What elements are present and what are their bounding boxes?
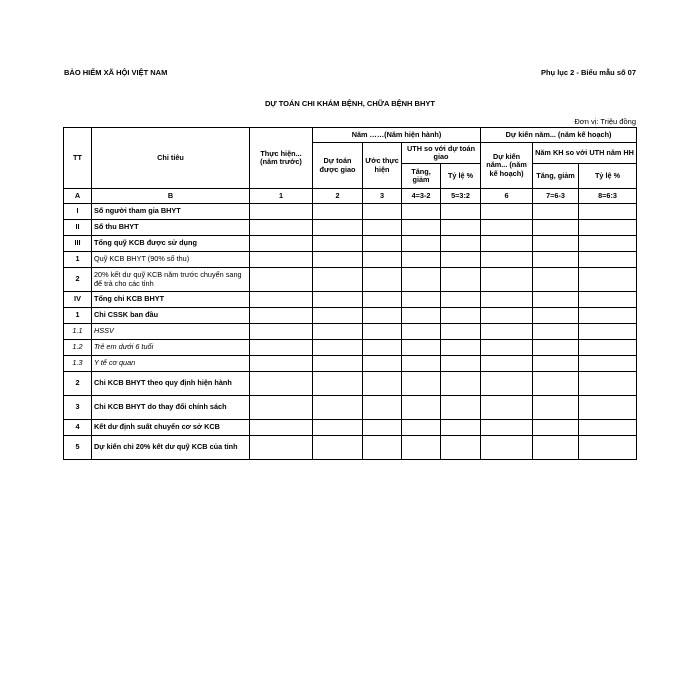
row-number: IV: [64, 292, 92, 308]
table-row: [64, 292, 637, 308]
row-number: 1: [64, 308, 92, 324]
row-label: Tổng quỹ KCB được sử dụng: [92, 236, 250, 252]
col-group-nam-hien-hanh: Năm ……(Năm hiện hành): [313, 128, 481, 143]
row-label: Dự kiến chi 20% kết dư quỹ KCB của tỉnh: [92, 436, 250, 460]
col-group-du-kien: Dự kiến năm... (năm kế hoạch): [481, 128, 637, 143]
row-number: 1.2: [64, 340, 92, 356]
row-number: III: [64, 236, 92, 252]
row-label: Số người tham gia BHYT: [92, 204, 250, 220]
row-label: Chi CSSK ban đầu: [92, 308, 250, 324]
table-row: [64, 308, 637, 324]
row-label: Chi KCB BHYT do thay đổi chính sách: [92, 396, 250, 420]
row-number: 3: [64, 396, 92, 420]
col-thuc-hien: Thực hiện... (năm trước): [250, 128, 313, 189]
table-row: [64, 220, 637, 236]
index-cell: A: [64, 189, 92, 204]
appendix-label: Phụ lục 2 - Biểu mẫu số 07: [540, 68, 636, 77]
table-row: [64, 436, 637, 460]
index-cell: 5=3:2: [441, 189, 481, 204]
col-tang-giam-2: Tăng, giảm: [533, 164, 579, 189]
table-row: [64, 252, 637, 268]
table-row: [64, 372, 637, 396]
index-row: [64, 189, 637, 204]
col-du-kien-nam: Dự kiến năm... (năm kế hoạch): [481, 143, 533, 189]
col-tang-giam-1: Tăng, giảm: [402, 164, 441, 189]
row-number: 1.3: [64, 356, 92, 372]
table-row: [64, 268, 637, 292]
col-chi-tieu: Chỉ tiêu: [92, 128, 250, 189]
row-number: I: [64, 204, 92, 220]
row-label: Tổng chi KCB BHYT: [92, 292, 250, 308]
row-label: HSSV: [92, 324, 250, 340]
index-cell: 8=6:3: [579, 189, 637, 204]
organization-name: BẢO HIỂM XÃ HỘI VIỆT NAM: [64, 68, 168, 77]
row-label: Y tế cơ quan: [92, 356, 250, 372]
table-row: [64, 236, 637, 252]
row-label: Chi KCB BHYT theo quy định hiện hành: [92, 372, 250, 396]
index-cell: 7=6-3: [533, 189, 579, 204]
row-number: II: [64, 220, 92, 236]
unit-label: Đơn vị: Triệu đồng: [574, 117, 636, 126]
col-uoc-thuc-hien: Ước thực hiện: [363, 143, 402, 189]
index-cell: 1: [250, 189, 313, 204]
budget-table: [63, 127, 637, 460]
row-number: 1: [64, 252, 92, 268]
table-row: [64, 356, 637, 372]
table-row: [64, 340, 637, 356]
col-ty-le-2: Tỷ lệ %: [579, 164, 637, 189]
table-row: [64, 324, 637, 340]
row-number: 1.1: [64, 324, 92, 340]
index-cell: 4=3-2: [402, 189, 441, 204]
col-ty-le-1: Tỷ lệ %: [441, 164, 481, 189]
row-label: Quỹ KCB BHYT (90% số thu): [92, 252, 250, 268]
index-cell: B: [92, 189, 250, 204]
row-number: 5: [64, 436, 92, 460]
row-number: 2: [64, 372, 92, 396]
col-group-uth-so-voi: UTH so với dự toán giao: [402, 143, 481, 164]
table-row: [64, 204, 637, 220]
row-number: 2: [64, 268, 92, 292]
table-row: [64, 396, 637, 420]
index-cell: 3: [363, 189, 402, 204]
col-du-toan: Dự toán được giao: [313, 143, 363, 189]
col-group-nam-kh-so-voi: Năm KH so với UTH năm HH: [533, 143, 637, 164]
row-label: Trẻ em dưới 6 tuổi: [92, 340, 250, 356]
index-cell: 6: [481, 189, 533, 204]
col-tt: TT: [64, 128, 92, 189]
table-row: [64, 420, 637, 436]
document-title: DỰ TOÁN CHI KHÁM BỆNH, CHỮA BỆNH BHYT: [265, 99, 435, 108]
index-cell: 2: [313, 189, 363, 204]
row-label: Kết dư định suất chuyển cơ sở KCB: [92, 420, 250, 436]
row-label: Số thu BHYT: [92, 220, 250, 236]
row-label: 20% kết dư quỹ KCB năm trước chuyển sang để trả cho các tỉnh: [92, 268, 250, 292]
row-number: 4: [64, 420, 92, 436]
